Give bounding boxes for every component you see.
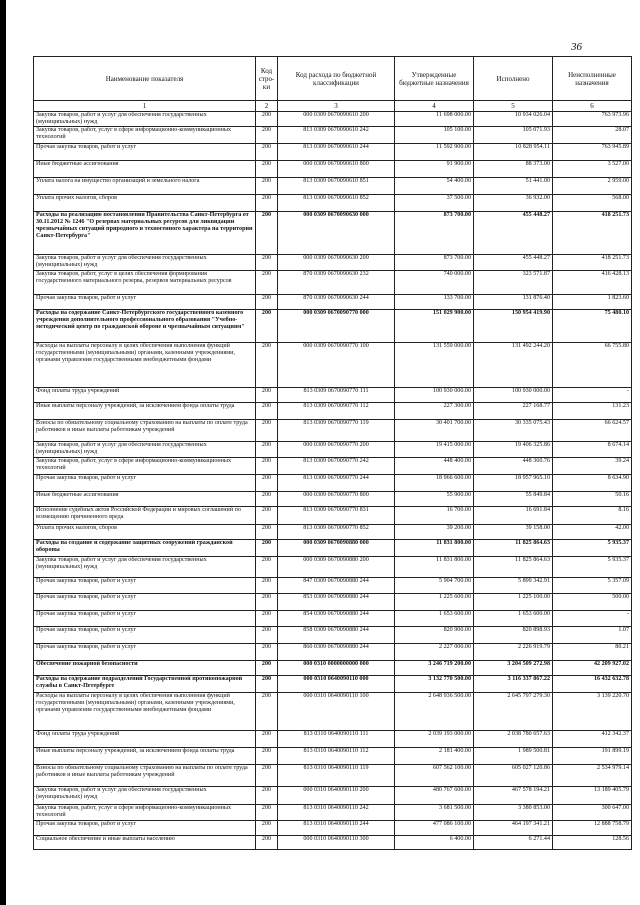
row-name: Уплата налога на имущество организаций и земельного налога [34,178,256,195]
row-remaining: 1 823.60 [553,295,632,310]
table-row [34,295,632,310]
row-code: 200 [256,627,278,644]
row-remaining: 39.24 [553,458,632,475]
row-executed: 2 645 797 279.30 [474,693,553,731]
row-code: 200 [256,403,278,420]
row-code: 200 [256,144,278,161]
row-executed: 2 038 780 657.63 [474,731,553,748]
row-kbk: 813 0310 0640090110 242 [278,805,395,821]
row-remaining: 16 432 632.78 [553,676,632,693]
row-approved: 2 039 193 000.00 [395,731,474,748]
row-remaining: 418 251.73 [553,212,632,255]
row-remaining: 418 251.73 [553,255,632,271]
table-row [34,525,632,540]
table-row [34,540,632,557]
row-remaining: 1.07 [553,627,632,644]
row-kbk: 000 0310 0640090110 000 [278,676,395,693]
row-executed: 19 406 325.86 [474,442,553,458]
row-executed: 11 825 864.63 [474,557,553,578]
table-row [34,271,632,295]
row-executed: 820 898.93 [474,627,553,644]
table-row [34,557,632,578]
row-kbk: 813 0309 0670090610 244 [278,144,395,161]
table-row [34,765,632,787]
table-row [34,403,632,420]
row-remaining: 42 209 927.02 [553,661,632,676]
row-code: 200 [256,178,278,195]
row-code: 200 [256,661,278,676]
row-approved: 55 900.00 [395,492,474,507]
row-approved: 16 700.00 [395,507,474,525]
row-executed: 3 204 509 272.98 [474,661,553,676]
row-executed: 100 930 000.00 [474,388,553,403]
scan-edge [0,0,6,905]
row-kbk: 813 0309 0670090770 244 [278,475,395,492]
row-executed: 39 158.00 [474,525,553,540]
row-kbk: 847 0309 0670090880 244 [278,578,395,594]
row-executed: 131 876.40 [474,295,553,310]
table-row [34,507,632,525]
row-executed: 10 828 954.11 [474,144,553,161]
table-row [34,442,632,458]
row-code: 200 [256,255,278,271]
row-executed: 88 373.00 [474,161,553,178]
row-code: 200 [256,507,278,525]
row-approved: 18 966 600.00 [395,475,474,492]
row-approved: 3 681 500.00 [395,805,474,821]
row-remaining: 3 527.00 [553,161,632,178]
row-remaining: 66 755.80 [553,343,632,388]
table-row [34,644,632,661]
row-executed: 51 441.00 [474,178,553,195]
row-executed: 455 448.27 [474,255,553,271]
row-kbk: 813 0310 0640090110 111 [278,731,395,748]
col-num-4: 4 [395,101,474,112]
row-approved: 6 400.00 [395,836,474,850]
row-name: Закупка товаров, работ и услуг для обеспечения государственных (муниципальных) нужд [34,112,256,127]
row-code: 200 [256,442,278,458]
row-code: 200 [256,821,278,836]
row-approved: 448 400.00 [395,458,474,475]
page-number: 36 [571,41,582,53]
header-approved: Утвержденные бюджетные назначения [395,57,474,101]
row-kbk: 000 0309 0670090770 100 [278,343,395,388]
row-approved: 873 700.00 [395,212,474,255]
row-remaining: 412 342.37 [553,731,632,748]
row-name: Закупка товаров, работ, услуг в сфере информационно-коммуникационных технологий [34,127,256,144]
row-code: 200 [256,271,278,295]
row-name: Прочая закупка товаров, работ и услуг [34,627,256,644]
row-name: Закупка товаров, работ, услуг в целях обеспечения формирования государственного материального резерва, резервов материальных ресурсов [34,271,256,295]
row-code: 200 [256,161,278,178]
row-kbk: 813 0309 0670090610 852 [278,195,395,212]
row-kbk: 813 0309 0670090770 831 [278,507,395,525]
row-approved: 1 653 600.00 [395,611,474,627]
table-row [34,661,632,676]
row-kbk: 000 0309 0670090630 200 [278,255,395,271]
row-name: Прочая закупка товаров, работ и услуг [34,295,256,310]
row-code: 200 [256,748,278,765]
row-executed: 150 954 419.90 [474,310,553,343]
row-executed: 448 360.76 [474,458,553,475]
row-remaining: 3 139 220.70 [553,693,632,731]
row-code: 200 [256,295,278,310]
row-code: 200 [256,492,278,507]
row-code: 200 [256,343,278,388]
row-executed: 227 168.77 [474,403,553,420]
row-kbk: 813 0310 0640090110 244 [278,821,395,836]
row-kbk: 813 0309 0670090770 112 [278,403,395,420]
row-name: Взносы по обязательному социальному страхованию на выплаты по оплате труда работников и иные выплаты работникам учреждений [34,420,256,442]
row-remaining: 131.23 [553,403,632,420]
row-approved: 30 401 700.00 [395,420,474,442]
row-executed: 3 116 337 867.22 [474,676,553,693]
row-executed: 464 197 341.21 [474,821,553,836]
row-kbk: 853 0309 0670090880 244 [278,594,395,611]
row-kbk: 854 0309 0670090880 244 [278,611,395,627]
table-row [34,388,632,403]
row-approved: 151 029 900.00 [395,310,474,343]
table-row [34,310,632,343]
row-executed: 11 825 864.63 [474,540,553,557]
row-remaining: 2 959.00 [553,178,632,195]
row-name: Исполнение судебных актов Российской Федерации и мировых соглашений по возмещению причиненного вреда [34,507,256,525]
table-row [34,805,632,821]
row-name: Иные бюджетные ассигнования [34,492,256,507]
row-name: Расходы на создание и содержание защитных сооружений гражданской обороны [34,540,256,557]
row-code: 200 [256,644,278,661]
row-name: Закупка товаров, работ и услуг для обеспечения государственных (муниципальных) нужд [34,787,256,805]
table-row [34,127,632,144]
table-row [34,475,632,492]
row-executed: 3 380 853.00 [474,805,553,821]
row-approved: 133 700.00 [395,295,474,310]
row-kbk: 000 0310 0640090110 300 [278,836,395,850]
row-approved: 873 700.00 [395,255,474,271]
table-row [34,112,632,127]
header-budget-code: Код расхода по бюджетной классификации [278,57,395,101]
budget-execution-table [33,56,632,850]
row-name: Фонд оплаты труда учреждений [34,731,256,748]
row-kbk: 000 0309 0670090770 000 [278,310,395,343]
row-name: Закупка товаров, работ и услуг для обеспечения государственных (муниципальных) нужд [34,557,256,578]
row-kbk: 870 0309 0670090630 232 [278,271,395,295]
row-executed: 36 932.00 [474,195,553,212]
row-kbk: 000 0309 0670090610 800 [278,161,395,178]
row-code: 200 [256,611,278,627]
table-row [34,731,632,748]
row-name: Расходы на выплаты персоналу в целях обеспечения выполнения функций государственными (муниципальными) органами, казенными учреждениями, органами управления государственными внебюджетными фондами [34,343,256,388]
row-kbk: 000 0309 0670090630 000 [278,212,395,255]
row-name: Социальное обеспечение и иные выплаты населению [34,836,256,850]
row-remaining: 5 357.09 [553,578,632,594]
row-kbk: 813 0309 0670090770 242 [278,458,395,475]
col-num-3: 3 [278,101,395,112]
row-kbk: 813 0309 0670090770 111 [278,388,395,403]
col-num-2: 2 [256,101,278,112]
row-executed: 10 934 026.04 [474,112,553,127]
row-code: 200 [256,676,278,693]
row-code: 200 [256,836,278,850]
row-approved: 2 227 000.00 [395,644,474,661]
row-name: Прочая закупка товаров, работ и услуг [34,475,256,492]
row-executed: 605 027 120.86 [474,765,553,787]
row-approved: 11 831 800.00 [395,540,474,557]
row-name: Прочая закупка товаров, работ и услуг [34,144,256,161]
row-remaining: 763 973.96 [553,112,632,127]
row-code: 200 [256,475,278,492]
row-approved: 54 400.00 [395,178,474,195]
row-code: 200 [256,540,278,557]
row-name: Уплата прочих налогов, сборов [34,525,256,540]
row-kbk: 870 0309 0670090630 244 [278,295,395,310]
row-remaining: 416 428.13 [553,271,632,295]
row-executed: 30 335 075.43 [474,420,553,442]
row-approved: 100 930 000.00 [395,388,474,403]
row-executed: 1 225 100.00 [474,594,553,611]
row-executed: 6 271.44 [474,836,553,850]
row-executed: 2 226 919.79 [474,644,553,661]
row-approved: 39 200.00 [395,525,474,540]
table-row [34,144,632,161]
table-row [34,195,632,212]
row-approved: 131 559 000.00 [395,343,474,388]
row-executed: 5 899 342.91 [474,578,553,594]
row-kbk: 813 0309 0670090770 852 [278,525,395,540]
row-remaining: 28.07 [553,127,632,144]
row-code: 200 [256,195,278,212]
row-code: 200 [256,212,278,255]
table-row [34,748,632,765]
table-row [34,458,632,475]
row-code: 200 [256,310,278,343]
row-name: Иные выплаты персоналу учреждений, за исключением фонда оплаты труда [34,403,256,420]
row-code: 200 [256,731,278,748]
row-code: 200 [256,112,278,127]
row-name: Расходы на содержание подразделений Государственной противопожарной службы в Санкт-Петербурге [34,676,256,693]
col-num-6: 6 [553,101,632,112]
row-name: Прочая закупка товаров, работ и услуг [34,644,256,661]
row-name: Закупка товаров, работ, услуг в сфере информационно-коммуникационных технологий [34,805,256,821]
col-num-5: 5 [474,101,553,112]
row-code: 200 [256,557,278,578]
row-name: Закупка товаров, работ, услуг в сфере информационно-коммуникационных технологий [34,458,256,475]
row-kbk: 000 0309 0670090880 000 [278,540,395,557]
table-row [34,492,632,507]
row-code: 200 [256,420,278,442]
col-num-1: 1 [34,101,256,112]
row-name: Прочая закупка товаров, работ и услуг [34,578,256,594]
header-line-code: Код стро-ки [256,57,278,101]
table-row [34,343,632,388]
row-remaining: - [553,388,632,403]
column-number-row [34,101,632,112]
row-kbk: 813 0309 0670090610 851 [278,178,395,195]
row-approved: 37 500.00 [395,195,474,212]
row-remaining: 8.16 [553,507,632,525]
row-remaining: 75 480.10 [553,310,632,343]
row-name: Закупка товаров, работ и услуг для обеспечения государственных (муниципальных) нужд [34,442,256,458]
row-remaining: 80.21 [553,644,632,661]
row-name: Уплата прочих налогов, сборов [34,195,256,212]
table-row [34,676,632,693]
row-code: 200 [256,458,278,475]
row-code: 200 [256,693,278,731]
row-remaining: 191 899.19 [553,748,632,765]
row-approved: 740 000.00 [395,271,474,295]
row-remaining: 8 634.90 [553,475,632,492]
row-remaining: 66 624.57 [553,420,632,442]
row-approved: 3 132 770 500.00 [395,676,474,693]
table-row [34,594,632,611]
row-approved: 2 648 936 500.00 [395,693,474,731]
row-name: Расходы на содержание Санкт-Петербургского государственного казенного учреждения дополнительного профессионального образования "Учебно-методический центр по гражданской обороне и чрезвычайным ситуациям" [34,310,256,343]
table-header-row [34,57,632,101]
table-row [34,627,632,644]
row-name: Прочая закупка товаров, работ и услуг [34,594,256,611]
row-kbk: 860 0309 0670090880 244 [278,644,395,661]
row-remaining: 568.00 [553,195,632,212]
row-approved: 91 900.00 [395,161,474,178]
row-approved: 480 767 600.00 [395,787,474,805]
row-executed: 467 578 194.21 [474,787,553,805]
row-kbk: 000 0309 0670090610 200 [278,112,395,127]
row-name: Расходы на реализацию постановления Правительства Санкт-Петербурга от 30.11.2012 № 1246 "О резервах материальных ресурсов для ликвидации чрезвычайных ситуаций природного и техногенного характера на территории Санкт-Петербурга" [34,212,256,255]
row-name: Фонд оплаты труда учреждений [34,388,256,403]
table-row [34,787,632,805]
row-code: 200 [256,594,278,611]
row-name: Прочая закупка товаров, работ и услуг [34,611,256,627]
row-code: 200 [256,787,278,805]
row-name: Обеспечение пожарной безопасности [34,661,256,676]
row-executed: 18 957 965.10 [474,475,553,492]
table-row [34,178,632,195]
row-kbk: 000 0310 0640090110 200 [278,787,395,805]
table-row [34,693,632,731]
row-approved: 105 100.00 [395,127,474,144]
row-remaining: 5 935.37 [553,557,632,578]
table-row [34,836,632,850]
row-executed: 55 849.84 [474,492,553,507]
row-approved: 11 592 900.00 [395,144,474,161]
row-approved: 607 562 100.00 [395,765,474,787]
row-kbk: 000 0309 0670090880 200 [278,557,395,578]
row-code: 200 [256,525,278,540]
row-kbk: 813 0310 0640090110 112 [278,748,395,765]
row-approved: 11 831 800.00 [395,557,474,578]
row-kbk: 000 0309 0670090770 200 [278,442,395,458]
table-body [34,112,632,850]
row-executed: 131 492 244.20 [474,343,553,388]
table-row [34,212,632,255]
row-executed: 455 448.27 [474,212,553,255]
row-code: 200 [256,805,278,821]
row-kbk: 813 0310 0640090110 119 [278,765,395,787]
row-remaining: - [553,611,632,627]
row-approved: 5 904 700.00 [395,578,474,594]
row-approved: 820 900.00 [395,627,474,644]
row-executed: 105 071.93 [474,127,553,144]
row-approved: 11 698 000.00 [395,112,474,127]
row-executed: 1 989 500.81 [474,748,553,765]
row-code: 200 [256,388,278,403]
table-row [34,578,632,594]
row-remaining: 12 888 758.79 [553,821,632,836]
row-remaining: 500.00 [553,594,632,611]
row-remaining: 42.00 [553,525,632,540]
row-remaining: 300 647.00 [553,805,632,821]
row-name: Иные бюджетные ассигнования [34,161,256,178]
row-kbk: 000 0310 0640090110 100 [278,693,395,731]
row-remaining: 8 674.14 [553,442,632,458]
table-row [34,611,632,627]
row-name: Прочая закупка товаров, работ и услуг [34,821,256,836]
row-remaining: 50.16 [553,492,632,507]
row-kbk: 858 0309 0670090880 244 [278,627,395,644]
row-approved: 1 225 600.00 [395,594,474,611]
row-name: Расходы на выплаты персоналу в целях обеспечения выполнения функций государственными (муниципальными) органами, казенными учреждениями, органами управления государственными внебюджетными фондами [34,693,256,731]
header-indicator-name: Наименование показателя [34,57,256,101]
row-executed: 1 653 600.00 [474,611,553,627]
row-kbk: 813 0309 0670090770 119 [278,420,395,442]
row-remaining: 128.56 [553,836,632,850]
row-executed: 323 571.87 [474,271,553,295]
table-row [34,161,632,178]
table-row [34,255,632,271]
row-name: Взносы по обязательному социальному страхованию на выплаты по оплате труда работников и иные выплаты работникам учреждений [34,765,256,787]
table-row [34,420,632,442]
row-remaining: 13 189 405.79 [553,787,632,805]
row-remaining: 763 945.89 [553,144,632,161]
row-kbk: 000 0309 0670090770 800 [278,492,395,507]
row-approved: 19 415 000.00 [395,442,474,458]
row-kbk: 813 0309 0670090610 242 [278,127,395,144]
header-remaining: Неисполненные назначения [553,57,632,101]
row-remaining: 5 935.37 [553,540,632,557]
table-row [34,821,632,836]
row-approved: 227 300.00 [395,403,474,420]
row-code: 200 [256,127,278,144]
row-name: Закупка товаров, работ и услуг для обеспечения государственных (муниципальных) нужд [34,255,256,271]
row-name: Иные выплаты персоналу учреждений, за исключением фонда оплаты труда [34,748,256,765]
header-executed: Исполнено [474,57,553,101]
row-code: 200 [256,765,278,787]
row-approved: 477 086 100.00 [395,821,474,836]
row-approved: 3 246 719 200.00 [395,661,474,676]
row-remaining: 2 534 979.14 [553,765,632,787]
row-kbk: 000 0310 0000000000 000 [278,661,395,676]
row-code: 200 [256,578,278,594]
row-executed: 16 691.84 [474,507,553,525]
row-approved: 2 181 400.00 [395,748,474,765]
